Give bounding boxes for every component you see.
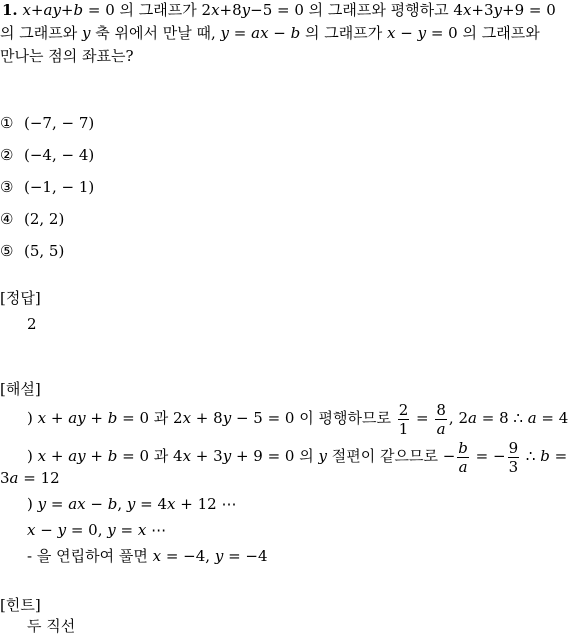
- math-text: = −4: [223, 547, 268, 565]
- math-text: + 12 ⋯: [175, 495, 237, 513]
- question-line-3: [0, 46, 134, 66]
- math-var: y: [318, 447, 327, 465]
- math-text: , 2: [448, 409, 469, 427]
- math-var: x: [22, 1, 31, 19]
- math-var: x: [387, 24, 396, 42]
- math-var: ay: [43, 1, 61, 19]
- math-op: =: [115, 521, 138, 539]
- math-op: +: [30, 1, 44, 19]
- question-text: 축 위에서 만날 때,: [90, 24, 221, 42]
- math-text: ⋯: [146, 521, 167, 539]
- choice-2: [0, 145, 94, 165]
- explanation-line-2: [27, 436, 567, 476]
- question-text: = 0 의 그래프가 2: [83, 1, 212, 19]
- explanation-line-1: [27, 398, 568, 438]
- choice-3: [0, 177, 94, 197]
- expl-text: = 0 과 4: [117, 447, 183, 465]
- question-text: 의 그래프와: [0, 24, 82, 42]
- math-op: +: [60, 1, 74, 19]
- hint-value: 두 직선: [27, 617, 76, 635]
- math-var: y: [214, 547, 224, 565]
- fraction-denominator: 1: [398, 419, 409, 438]
- math-text: +9 = 0: [502, 1, 556, 19]
- choice-text-1: (−7, − 7): [24, 114, 95, 132]
- explanation-line-4: [27, 520, 166, 540]
- choice-text-2: (−4, − 4): [24, 146, 95, 164]
- math-var: y: [241, 1, 251, 19]
- math-var: x: [182, 409, 192, 427]
- explanation-line-5: [27, 546, 268, 566]
- fraction-numerator: 2: [398, 400, 409, 419]
- fraction-2-over-1: [398, 401, 410, 438]
- expl-text: = 0 과 2: [117, 409, 183, 427]
- math-var: a: [527, 409, 537, 427]
- math-op: = −: [470, 447, 506, 465]
- math-var: x: [137, 521, 147, 539]
- math-var: a: [468, 409, 477, 427]
- question-text: −5 = 0 의 그래프와 평행하고 4: [250, 1, 463, 19]
- expl-text: ): [27, 495, 38, 513]
- choice-text-3: (−1, − 1): [24, 178, 95, 196]
- math-var: x: [462, 1, 472, 19]
- math-var: b: [290, 24, 301, 42]
- math-op: +: [46, 409, 69, 427]
- fraction-numerator: 8: [436, 400, 446, 419]
- math-var: ax: [68, 495, 86, 513]
- math-op: =: [46, 495, 69, 513]
- fraction-numerator: 9: [508, 438, 519, 457]
- math-var: b: [107, 409, 118, 427]
- math-text: ,: [117, 495, 127, 513]
- math-var: y: [82, 24, 91, 42]
- answer-heading: [정답]: [0, 289, 41, 307]
- math-var: x: [167, 495, 176, 513]
- expl-text: + 9 = 0 의: [231, 447, 319, 465]
- math-var: ay: [68, 447, 86, 465]
- fraction-denominator: a: [436, 419, 446, 438]
- expl-text: 절편이 같으므로 −: [326, 447, 456, 465]
- question-line-2: [0, 23, 540, 43]
- choice-text-4: (2, 2): [24, 210, 65, 228]
- hint-heading: [힌트]: [0, 596, 41, 614]
- fraction-numerator: b: [458, 438, 468, 457]
- math-op: −: [85, 495, 108, 513]
- math-var: x: [211, 1, 220, 19]
- choice-number-1: ①: [0, 114, 14, 132]
- math-var: y: [107, 521, 116, 539]
- choice-1: [0, 113, 94, 133]
- math-text: = 12: [18, 469, 60, 487]
- math-text: = 8 ∴: [476, 409, 528, 427]
- math-var: x: [27, 521, 36, 539]
- question-number: 1.: [2, 1, 18, 19]
- fraction-denominator: 3: [508, 457, 519, 476]
- math-op: =: [549, 447, 568, 465]
- math-var: y: [220, 24, 230, 42]
- math-var: a: [9, 469, 19, 487]
- math-text: + 8: [191, 409, 223, 427]
- choice-number-2: ②: [0, 146, 14, 164]
- math-var: y: [126, 495, 136, 513]
- math-op: +: [85, 447, 108, 465]
- choice-number-4: ④: [0, 210, 14, 228]
- math-var: x: [182, 447, 192, 465]
- math-text: 3: [0, 469, 10, 487]
- math-var: ay: [68, 409, 86, 427]
- math-var: ax: [251, 24, 269, 42]
- math-var: y: [493, 1, 503, 19]
- math-var: x: [152, 547, 162, 565]
- math-op: +: [85, 409, 108, 427]
- expl-text: ): [27, 409, 38, 427]
- math-text: = 0,: [66, 521, 108, 539]
- math-var: b: [540, 447, 550, 465]
- explanation-line-2-cont: [0, 468, 60, 488]
- math-text: +3: [471, 1, 494, 19]
- math-var: y: [222, 447, 232, 465]
- math-op: =: [229, 24, 252, 42]
- math-text: = 4: [135, 495, 168, 513]
- choice-5: [0, 241, 64, 261]
- question-line-1: [2, 0, 556, 20]
- math-var: b: [73, 1, 84, 19]
- question-text: = 0 의 그래프와: [426, 24, 540, 42]
- choice-text-5: (5, 5): [24, 242, 65, 260]
- math-var: y: [222, 409, 232, 427]
- fraction-8-over-a: [435, 401, 447, 438]
- math-var: x: [37, 447, 47, 465]
- question-text: 의 그래프가: [300, 24, 388, 42]
- math-var: x: [37, 409, 47, 427]
- math-op: +: [46, 447, 69, 465]
- math-var: b: [107, 495, 118, 513]
- math-op: −: [268, 24, 291, 42]
- answer-value: 2: [27, 315, 37, 333]
- explanation-heading: [해설]: [0, 380, 41, 398]
- fraction-denominator: a: [458, 457, 468, 476]
- math-var: y: [37, 495, 47, 513]
- explanation-line-3: [27, 494, 236, 514]
- math-op: −: [35, 521, 58, 539]
- choice-4: [0, 209, 64, 229]
- math-text: + 3: [191, 447, 223, 465]
- expl-text: - 을 연립하여 풀면: [27, 547, 153, 565]
- math-var: y: [57, 521, 67, 539]
- math-var: y: [417, 24, 427, 42]
- question-text: 만나는 점의 좌표는?: [0, 47, 134, 65]
- expl-text: − 5 = 0 이 평행하므로: [231, 409, 396, 427]
- math-var: b: [107, 447, 118, 465]
- math-text: +8: [219, 1, 242, 19]
- math-text: = 4: [536, 409, 569, 427]
- fraction-b-over-a: [457, 439, 469, 476]
- choice-number-3: ③: [0, 178, 14, 196]
- math-text: = −4,: [161, 547, 215, 565]
- expl-text: ): [27, 447, 38, 465]
- math-op: =: [411, 409, 434, 427]
- math-text: ∴: [521, 447, 541, 465]
- choice-number-5: ⑤: [0, 242, 14, 260]
- math-op: −: [395, 24, 418, 42]
- fraction-9-over-3: [508, 439, 520, 476]
